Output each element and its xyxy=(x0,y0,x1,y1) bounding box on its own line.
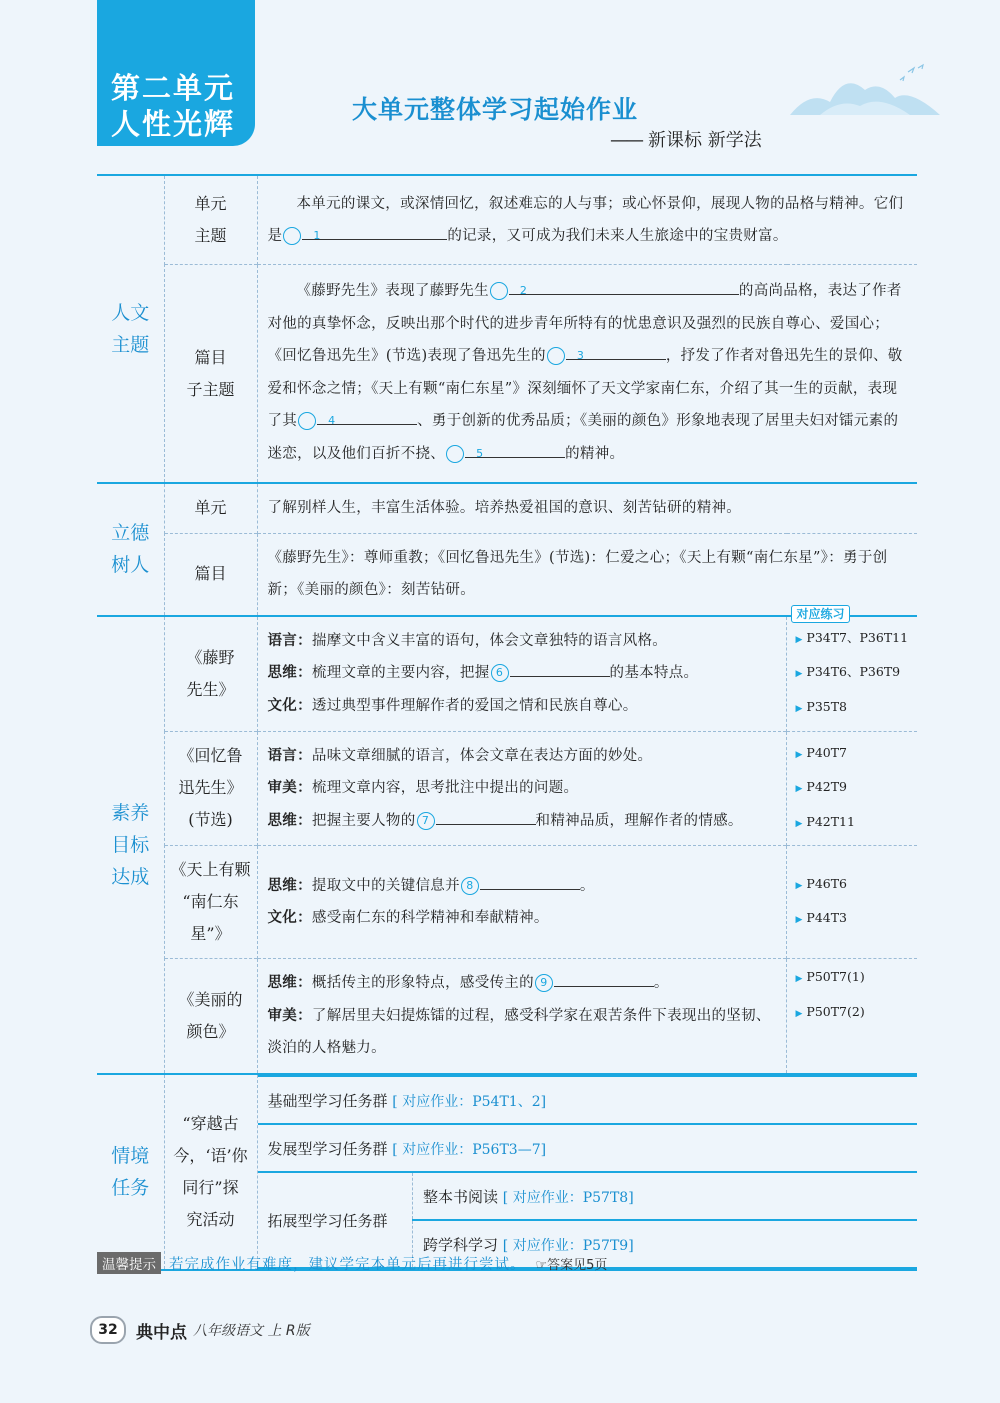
blank-number: 3 xyxy=(547,347,565,365)
article-text-b: 的高尚品格，表达了作者对他的真挚怀念，反映出那个时代的进步青年所特有的忧患意识及强烈的民族自尊心、爱国心；《回忆鲁迅先生》(节选)表现了鲁迅先生的 xyxy=(267,283,902,364)
category-qingjing-line2: 任务 xyxy=(111,1177,150,1199)
category-suyang-line3: 达成 xyxy=(111,865,150,888)
task-ref-link[interactable]: [ 对应作业：P56T3—7] xyxy=(392,1141,547,1158)
goal-label: 语言： xyxy=(267,746,312,764)
suyang-row-2 xyxy=(97,731,917,846)
goal-text: 梳理文章内容，思考批注中提出的问题。 xyxy=(311,780,579,796)
triangle-right-icon: ▶ xyxy=(795,703,803,714)
goal-text: 。 xyxy=(579,877,595,894)
brand-logo: 典中点 xyxy=(136,1322,187,1343)
category-suyang xyxy=(97,616,164,1075)
goals-meili xyxy=(257,959,787,1075)
goal-label: 语言： xyxy=(267,631,312,649)
goal-text: 的基本特点。 xyxy=(609,665,699,682)
task-label: 整本书阅读 xyxy=(423,1187,499,1206)
unit-overview-table xyxy=(97,174,917,1271)
fill-blank[interactable] xyxy=(436,806,536,825)
goal-text: 提取文中的关键信息并 xyxy=(311,877,460,894)
sub-unit-theme-line1: 单元 xyxy=(194,194,227,213)
task-row-expand-1 xyxy=(258,1172,918,1220)
unit-badge xyxy=(97,0,255,146)
article-title-line: 《美丽的 xyxy=(178,990,243,1009)
renwen-unit-row xyxy=(97,175,917,265)
blank-number: 5 xyxy=(446,445,464,463)
task-row-develop xyxy=(258,1124,918,1172)
practice-ref-text: P46T6 xyxy=(806,875,848,891)
goal-label: 思维： xyxy=(267,876,312,894)
unit-theme-text-b: 的记录，又可成为我们未来人生旅途中的宝贵财富。 xyxy=(447,228,788,244)
triangle-right-icon: ▶ xyxy=(795,818,803,829)
practice-ref-text: P44T3 xyxy=(806,910,848,925)
goal-text: 了解居里夫妇提炼镭的过程，感受科学家在艰苦条件下表现出的坚韧、淡泊的人格魅力。 xyxy=(267,1007,771,1057)
article-title-line: 《藤野 xyxy=(186,647,235,667)
article-title-line: 颜色》 xyxy=(186,1022,235,1041)
blank-number: 9 xyxy=(535,974,553,992)
lide-unit-row xyxy=(97,483,917,533)
category-lide-line1: 立德 xyxy=(111,522,150,545)
activity-title-line: 究活动 xyxy=(186,1210,235,1229)
practice-badge: 对应练习 xyxy=(791,605,849,623)
practice-ref-text: P42T9 xyxy=(806,779,848,794)
answer-page-link[interactable]: ☞答案见5页 xyxy=(535,1257,608,1273)
category-renwen xyxy=(97,175,164,483)
fill-blank[interactable] xyxy=(554,968,654,987)
sub-unit-theme xyxy=(164,175,257,265)
article-title-luxun xyxy=(164,731,257,846)
goal-label: 文化： xyxy=(267,696,312,714)
triangle-right-icon: ▶ xyxy=(795,634,803,645)
blank-number: 6 xyxy=(491,664,509,682)
article-title-line: “南仁东 xyxy=(182,892,239,911)
category-suyang-line1: 素养 xyxy=(111,801,150,824)
practice-ref[interactable] xyxy=(795,771,917,806)
page-subtitle xyxy=(610,126,762,152)
practice-ref[interactable] xyxy=(795,996,917,1031)
practice-refs-meili xyxy=(787,959,917,1075)
sub-lide-articles: 篇目 xyxy=(164,533,257,616)
practice-ref-text: P40T7 xyxy=(806,744,848,760)
article-text-d: 、勇于创新的优秀品质；《美丽的颜色》形象地表现了居里夫妇对镭元素的迷恋，以及他们百折不挠、 xyxy=(267,413,899,462)
activity-title-line: “穿越古 xyxy=(182,1114,239,1133)
unit-theme-text xyxy=(257,175,917,265)
blank-number: 7 xyxy=(417,812,435,830)
practice-ref[interactable] xyxy=(795,806,917,841)
category-qingjing-line1: 情境 xyxy=(111,1145,150,1167)
goal-text: 和精神品质，理解作者的情感。 xyxy=(535,812,743,829)
page-footer xyxy=(90,1316,310,1344)
category-lide-line2: 树人 xyxy=(111,554,150,577)
task-ref-link[interactable]: [ 对应作业：P54T1、2] xyxy=(392,1093,547,1110)
suyang-row-1 xyxy=(97,616,917,732)
subtitle-text: 新课标 新学法 xyxy=(648,130,762,151)
triangle-right-icon: ▶ xyxy=(795,1008,803,1019)
triangle-right-icon: ▶ xyxy=(795,915,803,925)
goals-nanrendong xyxy=(257,846,787,959)
unit-badge-line2: 人性光辉 xyxy=(111,107,236,141)
article-theme-text xyxy=(257,265,917,484)
task-label: 跨学科学习 xyxy=(423,1235,499,1254)
article-title-nanrendong xyxy=(164,846,257,959)
task-label: 发展型学习任务群 xyxy=(267,1139,388,1158)
goal-text: 。 xyxy=(653,975,669,992)
blank-number: 1 xyxy=(283,227,301,245)
fill-blank[interactable] xyxy=(480,871,580,890)
lide-articles-text: 《藤野先生》：尊师重教；《回忆鲁迅先生》(节选)：仁爱之心；《天上有颗“南仁东星”》：勇于创新；《美丽的颜色》：刻苦钻研。 xyxy=(257,533,917,616)
practice-ref-text: P50T7(1) xyxy=(806,969,865,984)
practice-ref[interactable] xyxy=(795,868,917,903)
page-title: 大单元整体学习起始作业 xyxy=(352,95,639,124)
goal-label: 思维： xyxy=(267,974,312,992)
goal-text: 梳理文章的主要内容，把握 xyxy=(311,665,490,682)
mountain-decoration-icon xyxy=(790,60,940,120)
article-title-tengye xyxy=(164,616,257,732)
blank-number: 2 xyxy=(490,282,508,300)
lide-unit-text: 了解别样人生，丰富生活体验。培养热爱祖国的意识、刻苦钻研的精神。 xyxy=(257,483,917,533)
practice-ref[interactable] xyxy=(795,902,917,937)
task-expand-reading xyxy=(413,1172,918,1220)
unit-badge-line1: 第二单元 xyxy=(111,71,236,105)
task-ref-link[interactable]: [ 对应作业：P57T9] xyxy=(502,1237,634,1254)
triangle-right-icon: ▶ xyxy=(795,669,803,680)
fill-blank[interactable] xyxy=(302,221,447,240)
goals-luxun xyxy=(257,731,787,846)
sub-article-theme-line1: 篇目 xyxy=(194,347,227,367)
suyang-row-4 xyxy=(97,959,917,1075)
article-title-line: 《回忆鲁 xyxy=(178,746,243,766)
task-groups xyxy=(257,1074,917,1270)
practice-ref[interactable] xyxy=(795,622,917,657)
article-title-meili xyxy=(164,959,257,1075)
task-basic xyxy=(258,1076,918,1124)
lide-articles-row xyxy=(97,533,917,616)
goal-text: 透过典型事件理解作者的爱国之情和民族自尊心。 xyxy=(311,697,638,714)
goal-label: 文化： xyxy=(267,909,312,926)
goals-tengye xyxy=(257,616,787,732)
sub-article-theme xyxy=(164,265,257,484)
article-title-line: (节选) xyxy=(188,810,233,830)
activity-title-line: 今，‘语’你 xyxy=(173,1146,248,1165)
article-text-c: ，抒发了作者对鲁迅先生的景仰、敬爱和怀念之情；《天上有颗“南仁东星”》深刻缅怀了天文学家南仁东，介绍了其一生的贡献，表现了其 xyxy=(267,348,903,429)
practice-ref[interactable] xyxy=(795,961,917,996)
article-title-line: 《天上有颗 xyxy=(170,860,251,879)
activity-title xyxy=(164,1074,257,1270)
category-qingjing xyxy=(97,1074,164,1270)
blank-number: 8 xyxy=(461,877,479,895)
category-lide xyxy=(97,483,164,616)
practice-ref-text: P34T7、P36T11 xyxy=(806,629,909,645)
practice-ref-text: P50T7(2) xyxy=(806,1003,865,1019)
practice-refs-tengye xyxy=(787,606,917,732)
fill-blank[interactable] xyxy=(566,341,666,360)
article-title-line: 迅先生》 xyxy=(178,778,243,798)
goal-text: 品味文章细腻的语言，体会文章在表达方面的妙处。 xyxy=(311,747,653,764)
goal-label: 审美： xyxy=(267,779,312,796)
qingjing-row xyxy=(97,1074,917,1270)
tip-bar xyxy=(97,1252,607,1274)
tip-text: 若完成作业有难度，建议学完本单元后再进行尝试。 xyxy=(169,1256,526,1273)
triangle-right-icon: ▶ xyxy=(795,880,803,891)
activity-title-line: 同行”探 xyxy=(182,1178,239,1197)
sub-lide-unit: 单元 xyxy=(164,483,257,533)
task-develop xyxy=(258,1124,918,1172)
task-table xyxy=(258,1075,918,1269)
article-title-line: 先生》 xyxy=(186,679,235,699)
task-label: 基础型学习任务群 xyxy=(267,1091,388,1110)
book-name: 八年级语文 上 R版 xyxy=(193,1323,310,1339)
category-renwen-line2: 主题 xyxy=(111,334,150,356)
suyang-row-3 xyxy=(97,846,917,959)
practice-ref-text: P34T6、P36T9 xyxy=(806,664,901,680)
article-text-a: 《藤野先生》表现了藤野先生 xyxy=(296,283,489,299)
subtitle-dash: —— xyxy=(610,130,642,151)
task-ref-link[interactable]: [ 对应作业：P57T8] xyxy=(502,1189,634,1206)
practice-ref[interactable] xyxy=(795,737,917,772)
triangle-right-icon: ▶ xyxy=(795,974,803,984)
unit-theme-text-a: 本单元的课文，或深情回忆，叙述难忘的人与事；或心怀景仰，展现人物的品格与精神。它们是 xyxy=(267,195,904,244)
article-text-e: 的精神。 xyxy=(565,445,625,462)
triangle-right-icon: ▶ xyxy=(795,749,803,760)
category-suyang-line2: 目标 xyxy=(111,833,150,856)
practice-ref-text: P35T8 xyxy=(806,698,848,714)
goal-text: 感受南仁东的科学精神和奉献精神。 xyxy=(311,910,549,926)
goal-label: 思维： xyxy=(267,664,312,682)
fill-blank[interactable] xyxy=(317,406,417,425)
sub-article-theme-line2: 子主题 xyxy=(186,379,235,399)
practice-ref[interactable] xyxy=(795,656,917,691)
blank-number: 4 xyxy=(298,412,316,430)
fill-blank[interactable] xyxy=(510,658,610,677)
category-renwen-line1: 人文 xyxy=(111,302,150,324)
goal-text: 把握主要人物的 xyxy=(311,812,416,829)
goal-label: 审美： xyxy=(267,1006,312,1024)
task-row-basic xyxy=(258,1076,918,1124)
fill-blank[interactable] xyxy=(509,276,739,295)
triangle-right-icon: ▶ xyxy=(795,784,803,794)
tip-badge: 温馨提示 xyxy=(97,1252,161,1274)
practice-refs-luxun xyxy=(787,731,917,846)
task-expand: 拓展型学习任务群 xyxy=(258,1172,413,1268)
goal-text: 揣摩文中含义丰富的语句，体会文章独特的语言风格。 xyxy=(311,632,668,649)
sub-unit-theme-line2: 主题 xyxy=(194,226,227,245)
renwen-articles-row xyxy=(97,265,917,484)
fill-blank[interactable] xyxy=(465,439,565,458)
goal-label: 思维： xyxy=(267,811,312,829)
practice-ref-text: P42T11 xyxy=(806,813,855,829)
goal-text: 概括传主的形象特点，感受传主的 xyxy=(311,975,534,992)
article-title-line: 星”》 xyxy=(190,924,231,943)
practice-refs-nanrendong xyxy=(787,846,917,959)
practice-ref[interactable] xyxy=(795,691,917,726)
page-number: 32 xyxy=(90,1316,126,1344)
